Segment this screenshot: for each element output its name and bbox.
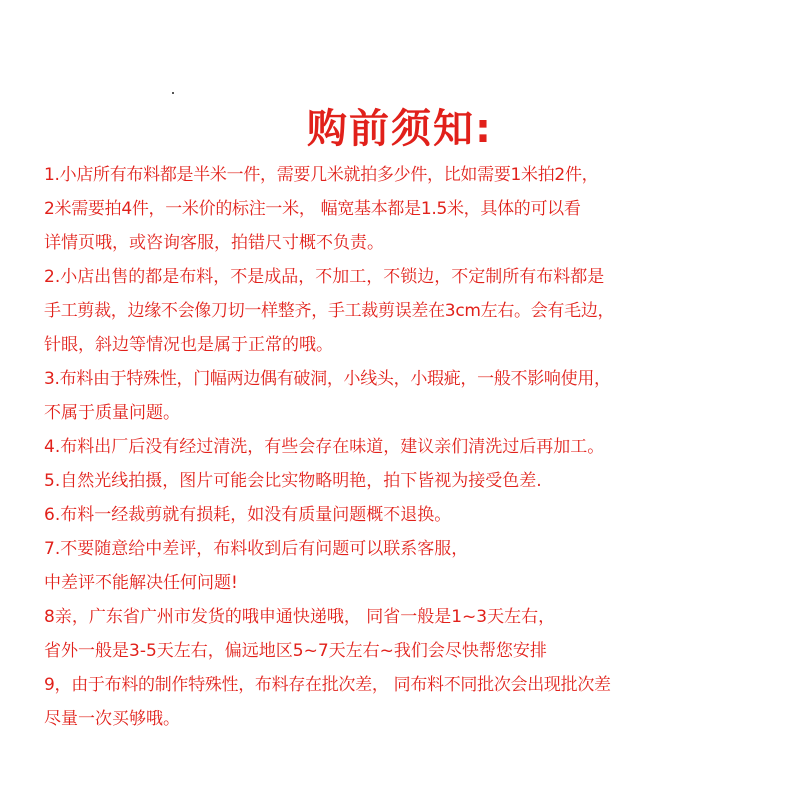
notice-line: 1.小店所有布料都是半米一件，需要几米就拍多少件，比如需要1米拍2件， (44, 165, 599, 185)
notice-line: 2.小店出售的都是布料，不是成品，不加工，不锁边，不定制所有布料都是 (44, 267, 605, 287)
notice-item-9 (44, 668, 784, 736)
notice-line: 中差评不能解决任何问题! (44, 573, 238, 593)
page-title: 购前须知: (307, 105, 493, 152)
notice-line: 详情页哦，或咨询客服，拍错尺寸概不负责。 (44, 233, 384, 253)
notice-item-7 (44, 532, 784, 600)
notice-item-1 (44, 158, 784, 260)
notice-list (44, 158, 784, 736)
notice-line: 3.布料由于特殊性，门幅两边偶有破洞，小线头，小瑕疵，一般不影响使用， (44, 369, 611, 389)
notice-item-8 (44, 600, 784, 668)
notice-item-2 (44, 260, 784, 362)
notice-line: 7.不要随意给中差评，布料收到后有问题可以联系客服， (44, 539, 469, 559)
notice-item-4 (44, 430, 784, 464)
notice-line: 6.布料一经裁剪就有损耗，如没有质量问题概不退换。 (44, 505, 452, 525)
notice-line: 5.自然光线拍摄，图片可能会比实物略明艳，拍下皆视为接受色差. (44, 471, 542, 491)
notice-item-6 (44, 498, 784, 532)
notice-line: 针眼，斜边等情况也是属于正常的哦。 (44, 335, 333, 355)
notice-item-3 (44, 362, 784, 430)
notice-line: 省外一般是3-5天左右，偏远地区5~7天左右~我们会尽快帮您安排 (44, 641, 547, 661)
notice-line: 手工剪裁，边缘不会像刀切一样整齐，手工裁剪误差在3cm左右。会有毛边， (44, 301, 615, 321)
stray-dot (172, 92, 174, 94)
notice-item-5 (44, 464, 784, 498)
notice-line: 9，由于布料的制作特殊性，布料存在批次差， 同布料不同批次会出现批次差 (44, 675, 611, 695)
notice-line: 尽量一次买够哦。 (44, 709, 180, 729)
notice-line: 不属于质量问题。 (44, 403, 180, 423)
notice-line: 2米需要拍4件，一米价的标注一米， 幅宽基本都是1.5米，具体的可以看 (44, 199, 581, 219)
notice-line: 8亲，广东省广州市发货的哦申通快递哦， 同省一般是1~3天左右， (44, 607, 556, 627)
notice-line: 4.布料出厂后没有经过清洗，有些会存在味道，建议亲们清洗过后再加工。 (44, 437, 605, 457)
